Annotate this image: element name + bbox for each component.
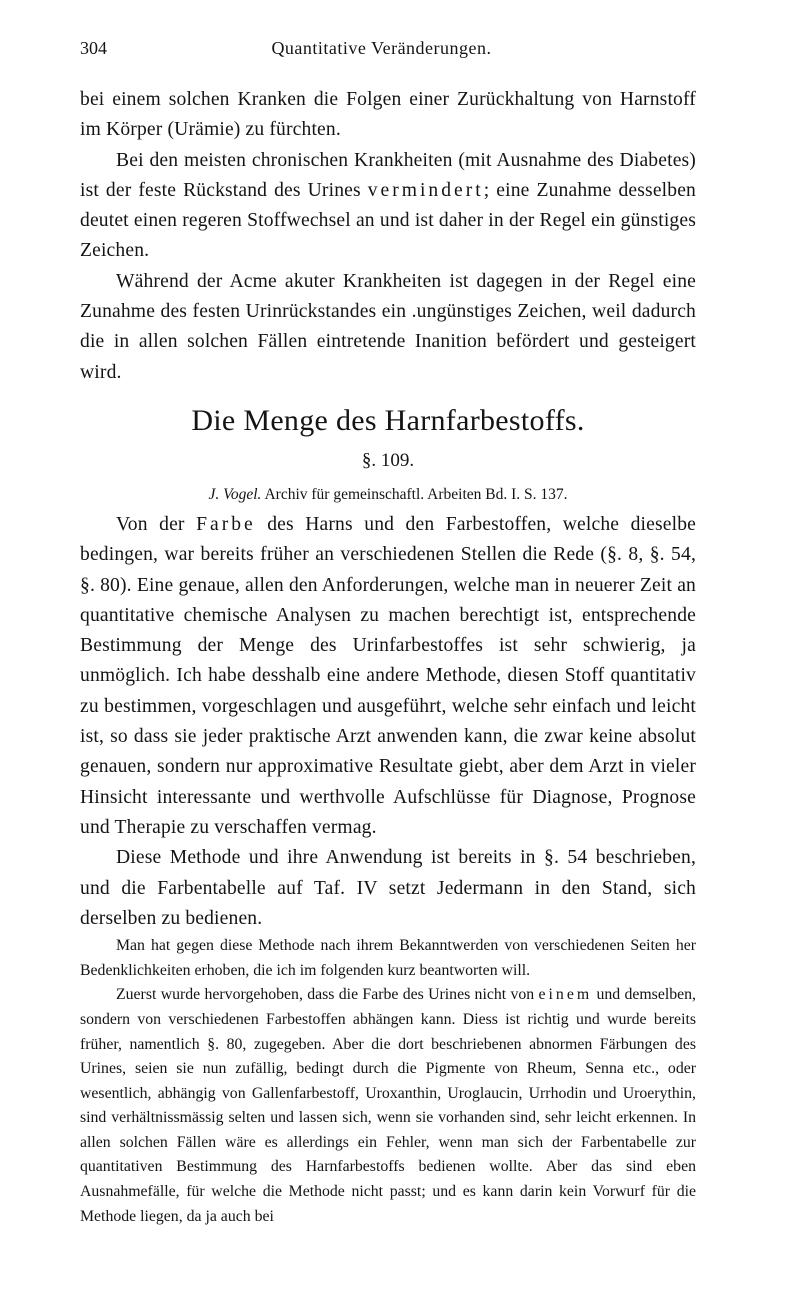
intro-text <box>80 85 696 388</box>
running-title: Quantitative Veränderungen. <box>271 38 492 58</box>
paragraph: Von der Farbe des Harns und den Farbestoffen, welche dieselbe bedingen, war bereits früher an verschiedenen Stellen die Rede (§. 8, §. 54, §. 80). Eine genaue, allen den Anforderungen, welche man in neuerer Zeit an quantitative chemische Analysen zu machen berechtigt ist, entsprechende Bestimmung der Menge des Urinfarbestoffes ist sehr schwierig, ja unmöglich. Ich habe desshalb eine andere Methode, diesen Stoff quantitativ zu bestimmen, vorgeschlagen und ausgeführt, welche sehr einfach und leicht ist, so dass sie jeder praktische Arzt anwenden kann, die zwar keine absolut genauen, sondern nur approximative Resultate giebt, aber dem Arzt in vieler Hinsicht interessante und werthvolle Aufschlüsse für Diagnose, Prognose und Therapie zu verschaffen vermag. <box>80 513 697 838</box>
page-number: 304 <box>80 38 107 58</box>
main-text <box>80 510 696 934</box>
paragraph: Man hat gegen diese Methode nach ihrem Bekanntwerden von verschiedenen Seiten her Bedenklichkeiten erhoben, die ich im folgenden kurz beantworten will. <box>80 937 696 979</box>
small-print-text <box>80 934 696 1229</box>
paragraph: Bei den meisten chronischen Krankheiten (mit Ausnahme des Diabetes) ist der feste Rückstand des Urines vermindert; eine Zunahme desselben deutet einen regeren Stoffwechsel an und ist daher in der Regel ein günstiges Zeichen. <box>80 149 696 262</box>
paragraph: Zuerst wurde hervorgehoben, dass die Farbe des Urines nicht von einem und demselben, sondern von verschiedenen Farbestoffen abhängen kann. Diess ist richtig und wurde bereits früher, namentlich §. 80, zugegeben. Aber die dort beschriebenen abnormen Färbungen des Urines, seien sie nun zufällig, bedingt durch die Pigmente von Rheum, Senna etc., oder wesentlich, abhängig von Gallenfarbestoff, Uroxanthin, Uroglaucin, Urrhodin und Uroerythin, sind verhältnissmässig selten und lassen sich, wenn sie vorhanden sind, sehr leicht erkennen. In allen solchen Fällen wäre es allerdings ein Fehler, wenn man sich der Farbentabelle zur quantitativen Bestimmung des Harnfarbestoffs bedienen wollte. Aber das sind eben Ausnahmefälle, für welche die Methode nicht passt; und es kann darin kein Vorwurf für die Methode liegen, da ja auch bei <box>80 986 696 1225</box>
paragraph: bei einem solchen Kranken die Folgen einer Zurückhaltung von Harnstoff im Körper (Urämie) zu fürchten. <box>80 89 696 141</box>
section-title: Die Menge des Harnfarbestoffs. <box>191 403 585 437</box>
running-head <box>80 38 696 59</box>
section-number: §. 109. <box>361 449 415 471</box>
reference-line: J. Vogel. Archiv für gemeinschaftl. Arbeiten Bd. I. S. 137. <box>208 485 568 503</box>
emphasis: Farbe <box>196 513 256 535</box>
reference-author: J. Vogel. <box>208 485 262 503</box>
paragraph: Während der Acme akuter Krankheiten ist dagegen in der Regel eine Zunahme des festen Urinrückstandes ein .ungünstiges Zeichen, weil dadurch die in allen solchen Fällen eintretende Inanition befördert und gesteigert wird. <box>80 270 696 383</box>
paragraph: Diese Methode und ihre Anwendung ist bereits in §. 54 beschrieben, und die Farbentabelle auf Taf. IV setzt Jedermann in den Stand, sich derselben zu bedienen. <box>80 847 696 929</box>
emphasis: vermindert <box>367 179 484 201</box>
emphasis: einem <box>538 986 593 1004</box>
